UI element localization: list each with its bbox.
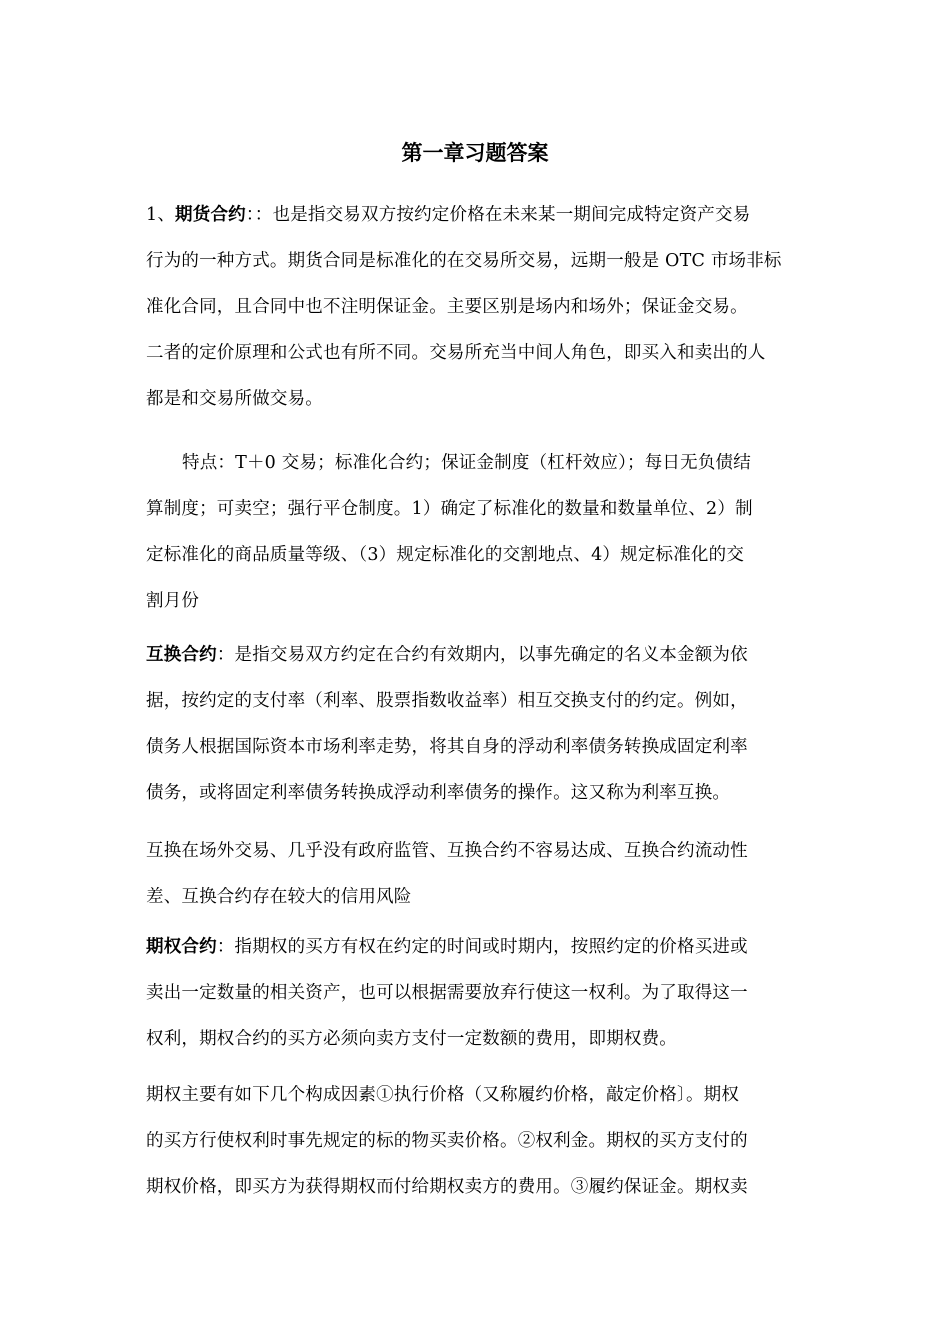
option-factors-paragraph — [146, 1072, 812, 1210]
swap-features-paragraph — [146, 828, 812, 920]
text-line: ：：也是指交易双方按约定价格在未来某一期间完成特定资产交易 — [245, 205, 751, 225]
text-line: 互换在场外交易、几乎没有政府监管、互换合约不容易达成、互换合约流动性 — [146, 841, 748, 861]
futures-line-1 — [146, 192, 812, 238]
swap-paragraph — [146, 632, 812, 816]
text-line: 特点：T＋0 交易；标准化合约；保证金制度（杠杆效应）；每日无负债结 — [182, 453, 751, 473]
swap-line-1 — [146, 632, 812, 678]
text-line: 定标准化的商品质量等级、（3）规定标准化的交割地点、4）规定标准化的交 — [146, 545, 745, 565]
text-line: 据，按约定的支付率（利率、股票指数收益率）相互交换支付的约定。例如， — [146, 691, 748, 711]
text-line: 权利，期权合约的买方必须向卖方支付一定数额的费用，即期权费。 — [146, 1029, 677, 1049]
page-title: 第一章习题答案 — [401, 141, 549, 165]
text-line: 割月份 — [146, 591, 200, 611]
text-line: 算制度；可卖空；强行平仓制度。1）确定了标准化的数量和数量单位、2）制 — [146, 499, 753, 519]
text-line: 都是和交易所做交易。 — [146, 389, 323, 409]
text-line: 债务，或将固定利率债务转换成浮动利率债务的操作。这又称为利率互换。 — [146, 783, 731, 803]
text-line: 债务人根据国际资本市场利率走势，将其自身的浮动利率债务转换成固定利率 — [146, 737, 748, 757]
futures-term: 期货合约 — [175, 205, 246, 225]
text-line: 期权价格，即买方为获得期权而付给期权卖方的费用。③履约保证金。期权卖 — [146, 1177, 748, 1197]
option-paragraph — [146, 924, 812, 1062]
text-line: 准化合同，且合同中也不注明保证金。主要区别是场内和场外；保证金交易。 — [146, 297, 748, 317]
text-line: 期权主要有如下几个构成因素①执行价格（又称履约价格，敲定价格〕。期权 — [146, 1085, 740, 1105]
futures-features-paragraph — [146, 440, 812, 624]
option-term: 期权合约 — [146, 937, 217, 957]
text-line: 的买方行使权利时事先规定的标的物买卖价格。②权利金。期权的买方支付的 — [146, 1131, 748, 1151]
text-line: ：指期权的买方有权在约定的时间或时期内，按照约定的价格买进或 — [216, 937, 748, 957]
text-line: ：是指交易双方约定在合约有效期内，以事先确定的名义本金额为依 — [216, 645, 748, 665]
text-line: 卖出一定数量的相关资产，也可以根据需要放弃行使这一权利。为了取得这一 — [146, 983, 748, 1003]
text-line: 二者的定价原理和公式也有所不同。交易所充当中间人角色，即买入和卖出的人 — [146, 343, 766, 363]
item-number: 1、 — [146, 205, 176, 225]
text-line: 行为的一种方式。期货合同是标准化的在交易所交易，远期一般是 OTC 市场非标 — [146, 251, 782, 271]
futures-paragraph — [146, 192, 812, 422]
text-line: 差、互换合约存在较大的信用风险 — [146, 887, 412, 907]
option-line-1 — [146, 924, 812, 970]
swap-term: 互换合约 — [146, 645, 217, 665]
